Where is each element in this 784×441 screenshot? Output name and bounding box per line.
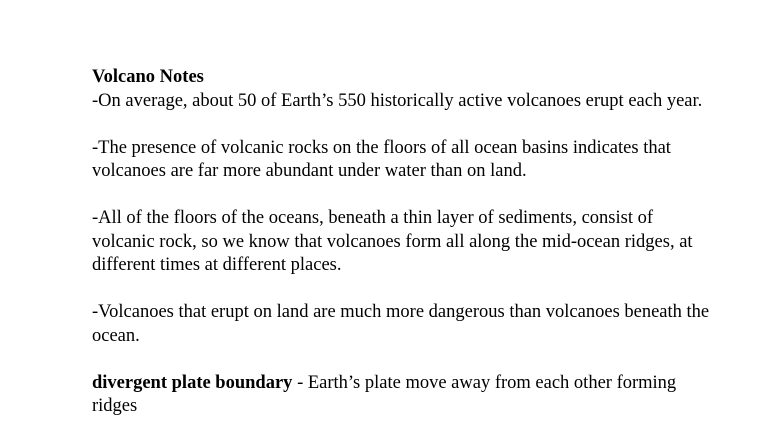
definition-text: - Earth’s plate move away from each other forming ridges — [92, 372, 677, 416]
definition-divergent-boundary — [92, 372, 712, 419]
paragraph-mid-ocean-ridges: -All of the floors of the oceans, beneath a thin layer of sediments, consist of volcanic rock, so we know that volcanoes form all along the mid-ocean ridges, at different times at different places. — [92, 208, 693, 275]
paragraph-eruption-rate: -On average, about 50 of Earth’s 550 historically active volcanoes erupt each year. — [92, 90, 703, 111]
document-title: Volcano Notes — [92, 67, 204, 87]
notes-body — [92, 66, 712, 441]
paragraph-land-danger: -Volcanoes that erupt on land are much more dangerous than volcanoes beneath the ocean. — [92, 302, 710, 346]
definition-term: divergent plate boundary — [92, 372, 293, 393]
paragraph-ocean-basins: -The presence of volcanic rocks on the floors of all ocean basins indicates that volcanoes are far more abundant under water than on land. — [92, 137, 671, 181]
